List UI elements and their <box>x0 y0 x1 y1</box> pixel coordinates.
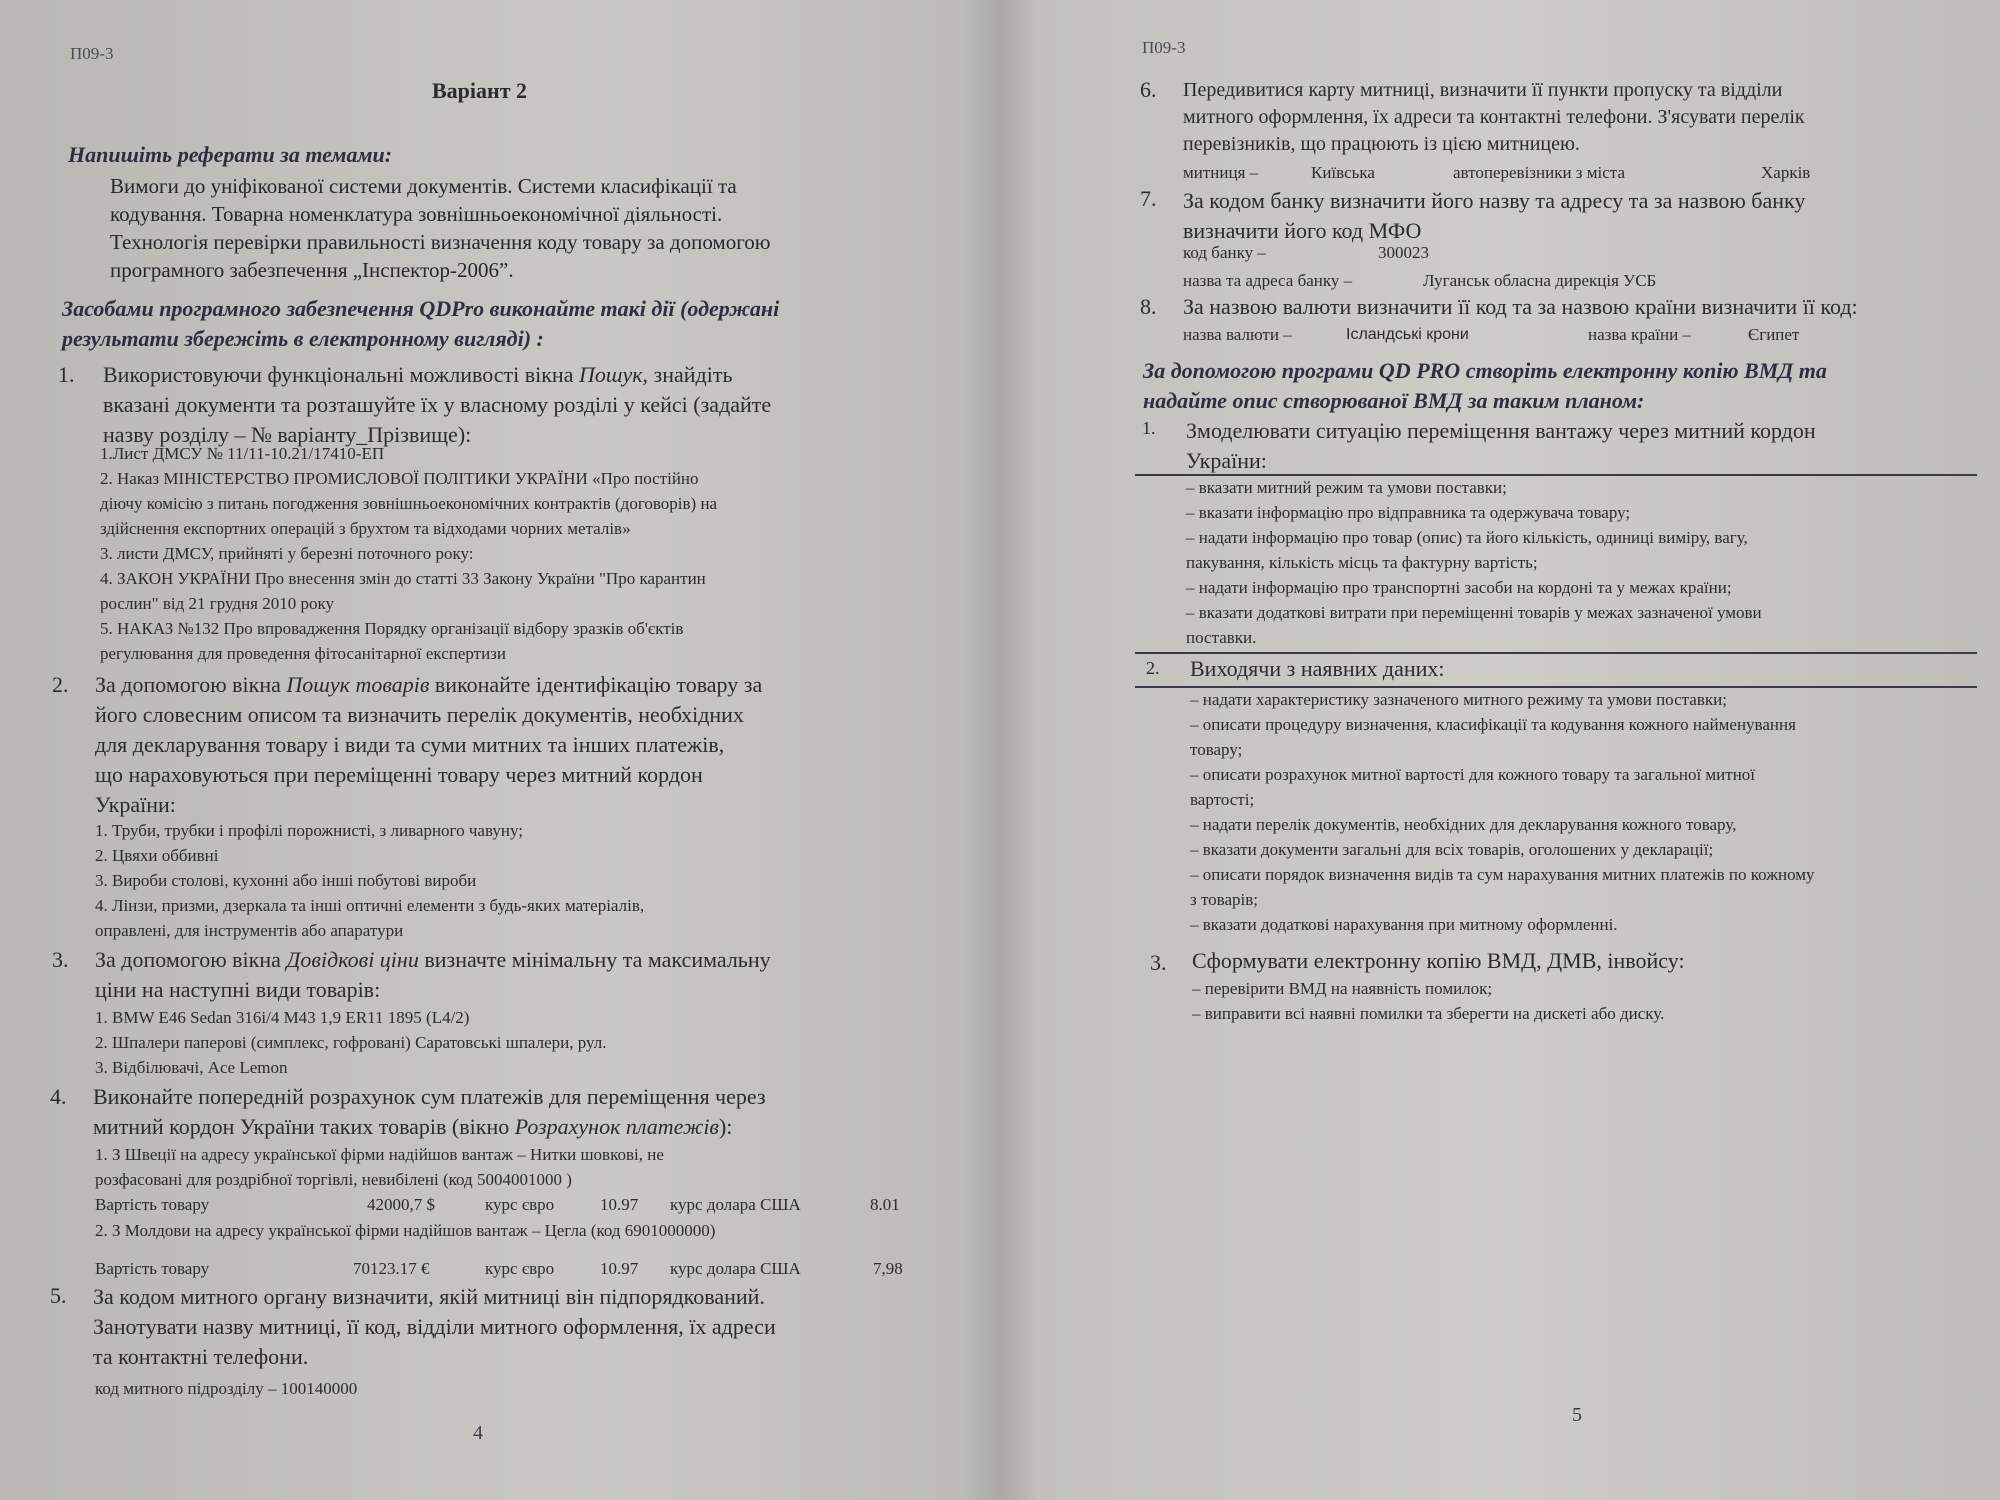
list-item: регулювання для проведення фітосанітарної експертизи <box>100 644 506 663</box>
list-item: вартості; <box>1190 790 1255 809</box>
list-item: 1. BMW E46 Sedan 316i/4 M43 1,9 ER11 1895 (L4/2) <box>95 1008 470 1027</box>
task-number: 4. <box>50 1084 67 1109</box>
doc-code: П09-3 <box>70 44 114 63</box>
task-3-goods-list <box>95 1005 607 1080</box>
section-heading-qdpro: Засобами програмного забезпечення QDPro виконайте такі дії (одержані результати збережіть в електронному вигляді) : <box>62 296 780 351</box>
task-8-fields: назва валюти – Ісландські крони назва країни – Єгипет <box>1183 325 1800 344</box>
list-item: – надати характеристику зазначеного митного режиму та умови поставки; <box>1190 690 1727 709</box>
plan-1-text: Змоделювати ситуацію переміщення вантажу через митний кордон України: <box>1186 418 1816 473</box>
list-item: рослин" від 21 грудня 2010 року <box>100 594 334 613</box>
list-item: 3. Вироби столові, кухонні або інші побутові вироби <box>95 871 477 890</box>
list-item: – описати процедуру визначення, класифікації та кодування кожного найменування <box>1190 715 1796 734</box>
list-item: оправлені, для інструментів або апаратури <box>95 921 404 940</box>
task-4-text: Виконайте попередній розрахунок сум платежів для переміщення через митний кордон України таких товарів (вікно Розрахунок платежів): <box>93 1084 766 1139</box>
right-page <box>1000 0 2000 1500</box>
list-item: 1. Труби, трубки і профілі порожнисті, з ливарного чавуну; <box>95 821 523 840</box>
plan-2-items <box>1190 687 1815 937</box>
list-item: – вказати додаткові витрати при переміщенні товарів у межах зазначеної умови <box>1186 603 1762 622</box>
plan-3-items <box>1192 976 1664 1026</box>
list-item: 3. Відбілювачі, Ace Lemon <box>95 1058 288 1077</box>
list-item: 4. Лінзи, призми, дзеркала та інші оптичні елементи з будь-яких матеріалів, <box>95 896 645 915</box>
task-7-bank-name: назва та адреса банку – Луганськ обласна дирекція УСБ <box>1183 271 1657 290</box>
list-item: 5. НАКАЗ №132 Про впровадження Порядку організації відбору зразків об'єктів <box>100 619 684 638</box>
list-item: 2. Наказ МІНІСТЕРСТВО ПРОМИСЛОВОЇ ПОЛІТИКИ УКРАЇНИ «Про постійно <box>100 469 699 488</box>
list-item: – описати порядок визначення видів та сум нарахування митних платежів по кожному <box>1190 865 1815 884</box>
list-item: пакування, кількість місць та фактурну вартість; <box>1186 553 1538 572</box>
list-item: – вказати документи загальні для всіх товарів, оголошених у декларації; <box>1190 840 1714 859</box>
task-1-documents-list <box>100 441 717 666</box>
section-heading-essays: Напишіть реферати за темами: <box>68 142 393 167</box>
plan-2-title: Виходячи з наявних даних: <box>1190 656 1445 681</box>
list-item: 4. ЗАКОН УКРАЇНИ Про внесення змін до статті 33 Закону України "Про карантин <box>100 569 706 588</box>
list-item: – виправити всі наявні помилки та зберегти на дискеті або диску. <box>1192 1004 1665 1023</box>
task-8-text: За назвою валюти визначити її код та за назвою країни визначити її код: <box>1183 294 1858 319</box>
list-item: 1.Лист ДМСУ № 11/11-10.21/17410-ЕП <box>100 444 385 463</box>
task-4-values-row-1: Вартість товару 42000,7 $ курс євро 10.97 курс долара США 8.01 <box>95 1195 900 1214</box>
plan-number: 3. <box>1150 950 1167 975</box>
list-item: – описати розрахунок митної вартості для кожного товару та загальної митної <box>1190 765 1756 784</box>
plan-3-title: Сформувати електронну копію ВМД, ДМВ, інвойсу: <box>1192 948 1685 973</box>
task-1-text: Використовуючи функціональні можливості вікна Пошук, знайдіть вказані документи та розташуйте їх у власному розділі у кейсі (задайте назву розділу – № варіанту_Прізвище): <box>103 362 772 447</box>
task-number: 7. <box>1140 186 1157 211</box>
task-5-text: За кодом митного органу визначити, якій митниці він підпорядкований. Занотувати назву митниці, її код, відділи митного оформлення, їх адреси та контактні телефони. <box>93 1284 776 1369</box>
task-number: 3. <box>52 947 69 972</box>
task-6-text: Передивитися карту митниці, визначити її пункти пропуску та відділи митного оформлення, їх адреси та контактні телефони. З'ясувати перелік перевізників, що працюють із цією митницею. <box>1183 79 1805 155</box>
task-number: 2. <box>52 672 69 697</box>
task-7-text: За кодом банку визначити його назву та адресу та за назвою банку визначити його код МФО <box>1183 188 1806 243</box>
page-number: 5 <box>1572 1404 1582 1426</box>
list-item: – вказати додаткові нарахування при митному оформленні. <box>1190 915 1618 934</box>
task-4-values-row-2: Вартість товару 70123.17 € курс євро 10.97 курс долара США 7,98 <box>95 1259 903 1278</box>
task-number: 8. <box>1140 294 1157 319</box>
section-heading-qdpro-vmd: За допомогою програми QD PRO створіть електронну копію ВМД та надайте опис створюваної ВМД за таким планом: <box>1143 358 1827 413</box>
list-item: – вказати інформацію про відправника та одержувача товару; <box>1186 503 1631 522</box>
task-number: 5. <box>50 1283 67 1308</box>
list-item: – вказати митний режим та умови поставки; <box>1186 478 1507 497</box>
list-item: – надати перелік документів, необхідних для декларування кожного товару, <box>1190 815 1737 834</box>
list-item: здійснення експортних операцій з брухтом та відходами чорних металів» <box>100 519 631 538</box>
page-number: 4 <box>473 1422 483 1444</box>
plan-number: 2. <box>1146 658 1160 678</box>
list-item: 3. листи ДМСУ, прийняті у березні поточного року: <box>100 544 474 563</box>
list-item: діючу комісію з питань погодження зовнішньоекономічних контрактів (договорів) на <box>100 494 718 513</box>
list-item: – надати інформацію про товар (опис) та його кількість, одиниці виміру, вагу, <box>1186 528 1748 547</box>
list-item: 2. Цвяхи оббивні <box>95 846 219 865</box>
doc-code: П09-3 <box>1142 38 1186 57</box>
task-2-goods-list <box>95 818 644 943</box>
list-item: з товарів; <box>1190 890 1258 909</box>
task-3-text: За допомогою вікна Довідкові ціни визначте мінімальну та максимальну ціни на наступні види товарів: <box>95 947 771 1002</box>
plan-number: 1. <box>1142 418 1156 438</box>
list-item: 2. Шпалери паперові (симплекс, гофровані) Саратовські шпалери, рул. <box>95 1033 607 1052</box>
plan-1-items <box>1186 475 1762 650</box>
task-number: 1. <box>58 362 75 387</box>
list-item: – надати інформацію про транспортні засоби на кордоні та у межах країни; <box>1186 578 1732 597</box>
task-6-fields: митниця – Київська автоперевізники з міста Харків <box>1183 163 1811 182</box>
essay-topics: Вимоги до уніфікованої системи документів. Системи класифікації та кодування. Товарна номенклатура зовнішньоекономічної діяльності. Технологія перевірки правильності визначення коду товару за допомогою програмного забезпечення „Інспектор-2006”. <box>110 174 771 282</box>
list-item: товару; <box>1190 740 1243 759</box>
page-title: Варіант 2 <box>432 78 528 103</box>
customs-unit-code: код митного підрозділу – 100140000 <box>95 1379 358 1398</box>
list-item: поставки. <box>1186 628 1257 647</box>
list-item: – перевірити ВМД на наявність помилок; <box>1192 979 1493 998</box>
task-4-shipment-2: 2. З Молдови на адресу української фірми надійшов вантаж – Цегла (код 6901000000) <box>95 1221 716 1240</box>
task-7-bank-code: код банку – 300023 <box>1183 243 1429 262</box>
task-number: 6. <box>1140 77 1157 102</box>
task-4-shipment-1: 1. З Швеції на адресу української фірми надійшов вантаж – Нитки шовкові, не розфасовані для роздрібної торгівлі, невибілені (код 5004001000 ) <box>95 1145 664 1189</box>
task-2-text: За допомогою вікна Пошук товарів виконайте ідентифікацію товару за його словесним описом та визначить перелік документів, необхідних для декларування товару і види та суми митних та інших платежів, що нараховуються при переміщенні товару через митний кордон України: <box>95 672 763 817</box>
